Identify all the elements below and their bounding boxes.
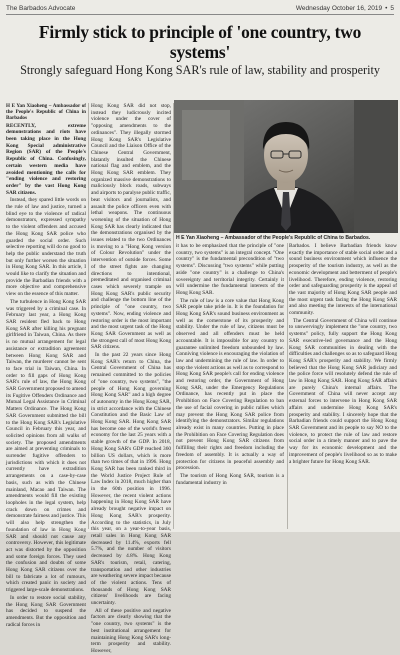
column-divider	[173, 103, 174, 529]
photo-caption: H E Yan Xiaoheng – Ambassador of the People's Republic of China to Barbados.	[176, 235, 371, 241]
article-column-3	[176, 243, 284, 530]
column-divider	[88, 103, 89, 529]
headline: Firmly stick to principle of 'one country, two systems'	[38, 22, 362, 62]
article-column-2	[91, 103, 171, 654]
issue-date: Wednesday October 16, 2019	[295, 4, 383, 12]
body-paragraph: In the past 22 years since Hong Kong SAR's return to China, the Central Government of China has remained committed to the policies of "one country, two systems", "the people of Hong Kong governing Hong Kong SAR" and a high degree of autonomy in the Hong Kong SAR, in strict accordance with the Chinese Constitution and the Basic Law of Hong Kong SAR. Hong Kong SAR has become one of the world's freest economy for the last 25 years with a stable growth of the GDP. In 2018, Hong Kong SAR's GDP reached 360 billion US dollars, which is more than two times of that in 1996. Hong Kong SAR has been ranked third in the World Justice Project Rule of Law Index in 2018, much higher than in the 60th position in 1996. However, the recent violent actions happening in Hong Kong SAR have already brought negative impact on Hong Kong SAR's prosperity. According to the statistics, in July this year, on a year-to-year basis, retail sales in Hong Kong SAR decreased by 11.4%, exports fell 5.7%, and the number of visitors decreased by 4.8%. Hong Kong SAR's tourism, retail, catering, transportation and other industries are weathering severe impact because of the violent actions. Tens of thousands of Hong Kong SAR citizens' livelihoods are facing uncertainty.	[91, 352, 171, 607]
body-paragraph: Barbados. I believe Barbadian friends know exactly the importance of stable social order and a sound business environment which influence the prosperity of the tourism industry, as well as the economic development and betterment of people's livelihood. Therefore, ending violence, restoring order and safeguarding prosperity is the appeal of the vast majority of Hong Kong SAR people and the most urgent task facing the Hong Kong SAR and also meeting the interests of the international community.	[289, 243, 397, 317]
body-paragraph: All of these positive and negative factors are clearly showing that the "one country, two systems" is the best institutional arrangement for maintaining Hong Kong SAR's long-term prosperity and stability. However,	[91, 607, 171, 654]
body-paragraph: The Central Government of China will continue to unswervingly implement the "one country, two systems" policy, fully support the Hong Kong SAR executive-led governance and the Hong Kong SAR communities in dealing with the difficulties and challenges so as to safeguard Hong Kong SAR's prosperity and stability. We firmly believed that the Hong Kong SAR judiciary and the police force will resolutely defend the rule of law in Hong Kong SAR. Hong Kong SAR affairs are purely China's internal affairs. The Government of China will never accept any external forces to intervene in Hong Kong SAR affairs and undermine Hong Kong SAR's prosperity and stability. I sincerely hope that the Barbadian friends could support the Hong Kong SAR Government and its people to say NO to the violence, to protect the rule of law and restore social order in a timely manner and to pave the way for its economic development and the improvement of people's livelihood so as to make a brighter future for Hong Kong SAR.	[289, 317, 397, 465]
page-number: 5	[390, 4, 394, 12]
body-paragraph: The rule of law is a core value that Hong Kong SAR people take pride in. It is the foundation for Hong Kong SAR's sound business environment as well as the cornerstone of its prosperity and stability. Under the rule of law, citizens must be observed and all offenders must be held accountable. It is impossible for any country to guarantee unlimited freedom unbounded by law. Conniving violence is encouraging the violation of law and undermining the rule of law. In order to stop the violent actions as well as to correspond to Hong Kong SAR people's call for ending violence and restoring order, the Government of Hong Kong SAR, under the Emergency Regulations Ordinance, has recently put in place the Prohibition on Face Covering Regulation to ban the use of facial covering in public rallies which may prevent the Hong Kong SAR police from identifying the demonstrators. Similar regulations already exist in many countries. Putting in place the Prohibition on Face Covering Regulation does not prevent Hong Kong SAR citizens from fulfilling their rights and freedom including the freedom of assembly. It is actually a way of protection for citizens in peaceful assembly and procession.	[176, 297, 284, 472]
body-paragraph: In order to restore social stability, the Hong Kong SAR Government has decided to suspend the amendments. But the opposition and radical forces in	[6, 594, 86, 628]
subheadline: Strongly safeguard Hong Kong SAR's rule of law, stability and prosperity	[20, 63, 380, 77]
body-paragraph: Instead, they spared little words on the rule of law and justice, turned a blind eye to the violence of radical demonstrators, expressed sympathy to the violent offenders and accused the Hong Kong SAR police who guarded the social order. Such selective reporting will do no good to help the public understand the truth but only further worsen the situation in Hong Kong SAR. In this article, I would like to clarify the situation and provide the Barbadian friends with a more objective and comprehensive view on the essence of this matter.	[6, 197, 86, 298]
byline: H E Yan Xiaoheng – Ambassador of the People's Republic of China in Barbados	[6, 103, 86, 122]
column-divider	[287, 243, 288, 529]
article-column-4	[289, 243, 397, 530]
page-header: The Barbados Advocate Wednesday October 16, 2019 • 5	[6, 4, 394, 12]
lead-paragraph: RECENTLY, extreme demonstrations and riots have been taking place in the Hong Kong Special administrative Region (SAR) of the People's Republic of China. Confusingly, certain western media have avoided mentioning the calls for "ending violence and restoring order" by the vast Hong Kong SAR citizens.	[6, 122, 86, 196]
body-paragraph: it has to be emphasized that the principle of "one country, two systems" is an integral concept. "One country" is the fundamental precondition of "two systems". Discussing "two systems" while putting aside "one country" is a challenge to China's sovereignty and territorial integrity. Certainly it will undermine the fundamental interests of the Hong Kong SAR.	[176, 243, 284, 296]
body-paragraph: Hong Kong SAR did not stop, instead they ludicrously incited violence under the cover of "opposing amendments to the ordinances". They illegally stormed Hong Kong SAR's Legislative Council and the Liaison Office of the Chinese Central Government, blatantly insulted the Chinese national flag and emblem, and the Hong Kong SAR emblem. They organized massive demonstrations to maliciously block roads, subways and airports to paralyse public traffic, beat visitors and journalists, and assault the police officers even with lethal weapons. The continuous worsening of the situation of Hong Kong SAR has clearly indicated that the demonstrations organised by the issues related to the two Ordinances is moving to a "Hong Kong version of Colour Revolution" under the intervention of outside forces. Some of the street fights are changing directions to intentional, premeditated and organised criminal cases which severely trample on Hong Kong SAR's public security and challenge the bottom line of the principle of "one country, two systems". Now, ending violence and restoring order is the most important and the most urgent task of the Hong Kong SAR Government as well as the strongest call of most Hong Kong SAR citizens.	[91, 103, 171, 351]
newspaper-name: The Barbados Advocate	[6, 4, 76, 12]
header-rule	[6, 14, 394, 15]
article-column-1	[6, 103, 86, 628]
body-paragraph: The tourism of Hong Kong SAR, tourism is a fundamental industry in	[176, 472, 284, 486]
portrait-image	[174, 100, 398, 233]
ambassador-photo	[174, 100, 398, 233]
body-paragraph: The turbulence in Hong Kong SAR was triggered by a criminal case. In February last year, a Hong Kong SAR resident fled back to Hong Kong SAR after killing his pregnant girlfriend in Taiwan, China. As there is no mutual arrangement for legal assistance or extradition agreement between Hong Kong SAR and Taiwan, the murderer cannot be sent to face trial in Taiwan, China. In order to fill gaps of Hong Kong SAR's rule of law, the Hong Kong SAR Government proposed to amend its Fugitive Offenders Ordinance and Mutual Legal Assistance in Criminal Matters Ordinance. The Hong Kong SAR Government submitted the bill to the Hong Kong SAR's Legislative Council in February this year, and solicited opinions from all walks of society. The proposed amendments are aimed at preventing criminals to surrender fugitive offenders to jurisdictions with which it does not currently have extradition arrangements on a case-by-case basis, such as with the Chinese mainland, Macao and Taiwan. The amendments would fill the existing loopholes in the legal system, help crack down on crimes and demonstrate fairness and justice. This will also help strengthen the foundation of law in Hong Kong SAR and should not cause any controversy. However, this legitimate act was distorted by the opposition and some foreign forces. They used the confusion and doubts of some Hong Kong SAR citizens over the bill to fabricate a lot of rumours, which created panic in society and triggered large-scale demonstrations.	[6, 298, 86, 594]
